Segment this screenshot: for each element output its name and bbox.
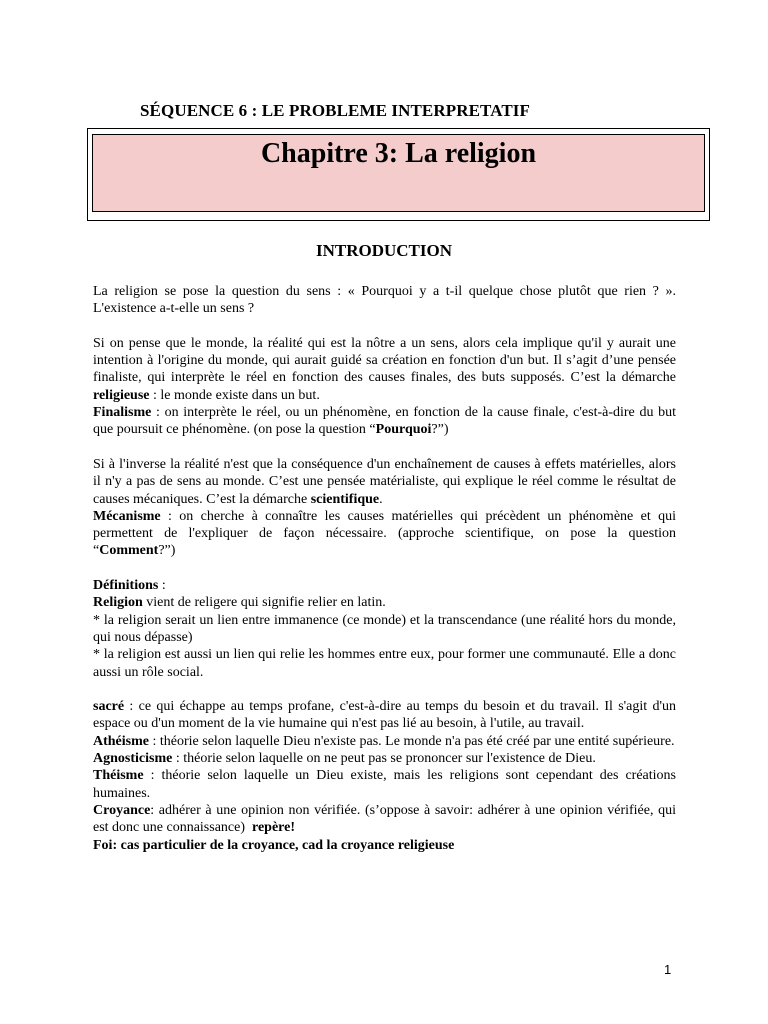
croyance-definition bbox=[93, 802, 676, 837]
finalisme-definition bbox=[93, 404, 676, 439]
sacre-definition-text: : ce qui échappe au temps profane, c'est-à-dire au temps du besoin et du travail. Il s'agit d'un espace ou d'un moment de la vie humaine qui n'est pas lié au besoin, à l'utile, au travail. bbox=[93, 699, 676, 732]
definitions-heading-suffix: : bbox=[158, 578, 166, 594]
materialist-paragraph bbox=[93, 456, 676, 508]
chapter-title-box bbox=[87, 128, 710, 221]
introduction-heading: INTRODUCTION bbox=[315, 241, 453, 260]
religion-point-1-text: * la religion serait un lien entre immanence (ce monde) et la transcendance (une réalité hors du monde, qui nous dépasse) bbox=[93, 612, 676, 645]
chapter-title: Chapitre 3: La religion bbox=[260, 138, 537, 169]
finalisme-text-end: ?”) bbox=[431, 422, 449, 438]
atheisme-definition-text: : théorie selon laquelle Dieu n'existe pas. Le monde n'a pas été créé par une entité supérieure. bbox=[149, 733, 675, 749]
finalist-paragraph-end: : le monde existe dans un but. bbox=[149, 387, 320, 403]
agnosticisme-definition-text: : théorie selon laquelle on ne peut pas se prononcer sur l'existence de Dieu. bbox=[172, 751, 596, 767]
sequence-title: SÉQUENCE 6 : LE PROBLEME INTERPRETATIF bbox=[140, 101, 530, 120]
religion-point-1 bbox=[93, 612, 676, 647]
scientifique-emphasis: scientifique bbox=[310, 491, 380, 507]
page-number: 1 bbox=[664, 962, 672, 977]
materialist-paragraph-end: . bbox=[379, 491, 383, 507]
mecanisme-text: : on cherche à connaître les causes matérielles qui précèdent un phénomène et qui permettent de l'expliquer de façon nécessaire. (approche scientifique, on pose la question “ bbox=[93, 508, 676, 559]
mecanisme-term: Mécanisme bbox=[93, 508, 161, 524]
foi-definition bbox=[93, 837, 676, 854]
religion-definition bbox=[93, 594, 676, 611]
atheisme-definition bbox=[93, 733, 676, 750]
atheisme-term: Athéisme bbox=[93, 733, 149, 749]
definitions-heading-label: Définitions bbox=[93, 578, 159, 594]
materialist-paragraph-text: Si à l'inverse la réalité n'est que la conséquence d'un enchaînement de causes à effets matérielles, alors il n'y a pas de sens au monde. C’est une pensée matérialiste, qui explique le réel comme le résultat de causes mécaniques. C’est la démarche bbox=[93, 456, 676, 507]
religion-definition-text: vient de religere qui signifie relier en latin. bbox=[142, 595, 386, 611]
religion-point-2 bbox=[93, 646, 676, 681]
religion-term: Religion bbox=[93, 595, 143, 611]
agnosticisme-term: Agnosticisme bbox=[93, 751, 173, 767]
sacre-definition bbox=[93, 698, 676, 733]
chapter-title-fill bbox=[92, 134, 705, 212]
theisme-term: Théisme bbox=[93, 768, 144, 784]
foi-definition-text: Foi: cas particulier de la croyance, cad la croyance religieuse bbox=[93, 837, 455, 853]
finalisme-text: : on interprète le réel, ou un phénomène, en fonction de la cause finale, c'est-à-dire du but que poursuit ce phénomène. (on pose la question “ bbox=[93, 405, 676, 438]
intro-paragraph-1 bbox=[93, 283, 676, 318]
document-body bbox=[93, 283, 676, 854]
finalist-paragraph bbox=[93, 335, 676, 404]
repere-note: repère! bbox=[252, 820, 296, 836]
comment-emphasis: Comment bbox=[99, 543, 159, 559]
theisme-definition-text: : théorie selon laquelle un Dieu existe, mais les religions sont cependant des créations humaines. bbox=[93, 768, 676, 801]
agnosticisme-definition bbox=[93, 750, 676, 767]
croyance-definition-text: : adhérer à une opinion non vérifiée. (s’oppose à savoir: adhérer à une opinion vérifiée, qui est donc une connaissance) bbox=[93, 802, 676, 836]
intro-paragraph-1-text: La religion se pose la question du sens : « Pourquoi y a t-il quelque chose plutôt que rien ? ». L'existence a-t-elle un sens ? bbox=[93, 284, 676, 317]
finalisme-term: Finalisme bbox=[93, 405, 152, 421]
theisme-definition bbox=[93, 767, 676, 802]
religieuse-emphasis: religieuse bbox=[93, 387, 150, 403]
religion-point-2-text: * la religion est aussi un lien qui relie les hommes entre eux, pour former une communauté. Elle a donc aussi un rôle social. bbox=[93, 647, 676, 680]
sacre-term: sacré bbox=[93, 699, 125, 715]
definitions-heading bbox=[93, 577, 676, 594]
mecanisme-definition bbox=[93, 508, 676, 560]
finalist-paragraph-text: Si on pense que le monde, la réalité qui est la nôtre a un sens, alors cela implique qu'il y aurait une intention à l'origine du monde, qui aurait guidé sa création en fonction d'un but. Il s’agit d’une pensée finaliste, qui interprète le réel en fonction des causes finales, des buts supposés. C’est la démarche bbox=[93, 335, 676, 386]
mecanisme-text-end: ?”) bbox=[158, 543, 176, 559]
croyance-term: Croyance bbox=[93, 802, 151, 818]
pourquoi-emphasis: Pourquoi bbox=[375, 422, 432, 438]
